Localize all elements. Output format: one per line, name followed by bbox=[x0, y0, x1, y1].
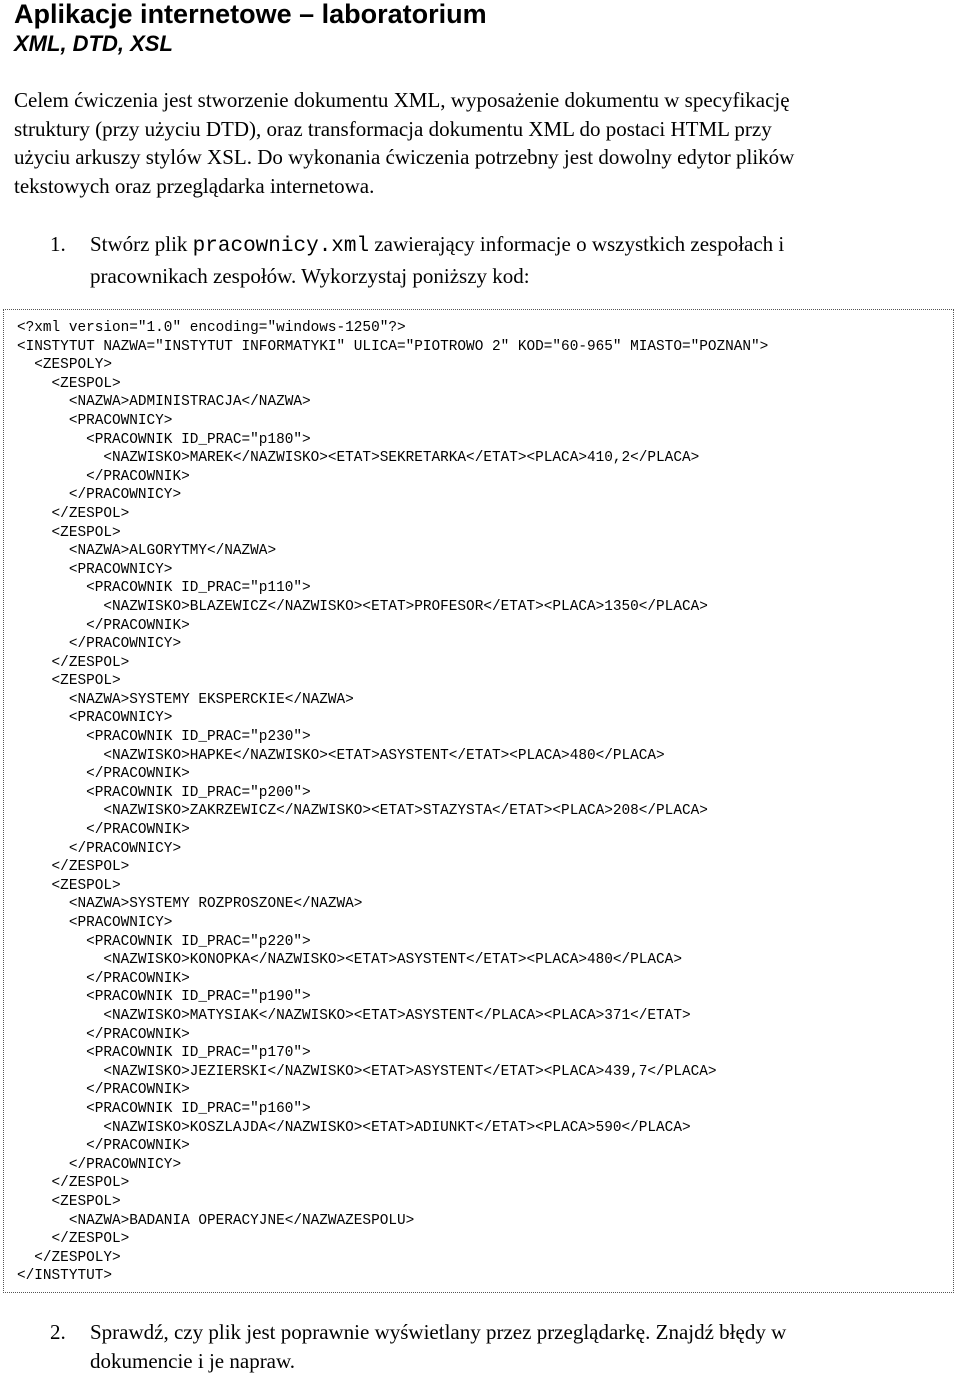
code-line: </PRACOWNIK> bbox=[17, 970, 190, 987]
intro-line: struktury (przy użyciu DTD), oraz transformacja dokumentu XML do postaci HTML przy bbox=[14, 116, 772, 141]
code-line: <ZESPOLY> bbox=[17, 357, 112, 374]
code-line: </ZESPOL> bbox=[17, 1231, 130, 1248]
code-line: <PRACOWNIK ID_PRAC="p200"> bbox=[17, 784, 311, 801]
code-line: <ZESPOL> bbox=[17, 1193, 121, 1210]
code-line: <NAZWISKO>KONOPKA</NAZWISKO><ETAT>ASYSTENT</ETAT><PLACA>480</PLACA> bbox=[17, 952, 682, 969]
code-line: </ZESPOL> bbox=[17, 859, 130, 876]
task-2-line-2: dokumencie i je napraw. bbox=[90, 1348, 296, 1373]
code-line: <PRACOWNIK ID_PRAC="p110"> bbox=[17, 580, 311, 597]
code-line: <ZESPOL> bbox=[17, 673, 121, 690]
code-line: </PRACOWNIK> bbox=[17, 766, 190, 783]
task-2-text bbox=[90, 1318, 940, 1375]
task-1-line-1 bbox=[90, 230, 940, 262]
code-line: <NAZWISKO>ZAKRZEWICZ</NAZWISKO><ETAT>STAZYSTA</ETAT><PLACA>208</PLACA> bbox=[17, 803, 708, 820]
task-1-filename: pracownicy.xml bbox=[192, 235, 370, 258]
code-line: </ZESPOL> bbox=[17, 1175, 130, 1192]
code-line: <NAZWISKO>JEZIERSKI</NAZWISKO><ETAT>ASYSTENT</ETAT><PLACA>439,7</PLACA> bbox=[17, 1063, 717, 1080]
code-line: </PRACOWNIK> bbox=[17, 1082, 190, 1099]
code-line: <NAZWISKO>KOSZLAJDA</NAZWISKO><ETAT>ADIUNKT</ETAT><PLACA>590</PLACA> bbox=[17, 1119, 691, 1136]
code-line: <PRACOWNICY> bbox=[17, 561, 173, 578]
code-line: <ZESPOL> bbox=[17, 524, 121, 541]
document-subtitle: XML, DTD, XSL bbox=[14, 31, 173, 56]
code-line: <PRACOWNIK ID_PRAC="p170"> bbox=[17, 1045, 311, 1062]
code-line: <?xml version="1.0" encoding="windows-1250"?> bbox=[17, 320, 406, 336]
code-line: </ZESPOL> bbox=[17, 505, 130, 522]
task-1-number: 1. bbox=[50, 232, 66, 256]
code-line: <NAZWA>ADMINISTRACJA</NAZWA> bbox=[17, 394, 311, 411]
code-listing-box bbox=[3, 309, 954, 1293]
xml-code-listing bbox=[17, 319, 768, 1286]
code-line: </ZESPOL> bbox=[17, 654, 130, 671]
intro-line: użyciu arkuszy stylów XSL. Do wykonania ćwiczenia potrzebny jest dowolny edytor plików bbox=[14, 145, 795, 169]
code-line: <PRACOWNICY> bbox=[17, 412, 173, 429]
code-line: <NAZWISKO>MATYSIAK</NAZWISKO><ETAT>ASYSTENT</PLACA><PLACA>371</ETAT> bbox=[17, 1007, 691, 1024]
task-1-text-after: zawierający informacje o wszystkich zespołach i bbox=[369, 232, 785, 256]
code-line: <NAZWA>SYSTEMY ROZPROSZONE</NAZWA> bbox=[17, 896, 363, 913]
code-line: </PRACOWNICY> bbox=[17, 636, 182, 653]
code-line: </PRACOWNICY> bbox=[17, 487, 182, 504]
code-line: </PRACOWNIK> bbox=[17, 468, 190, 485]
code-line: </PRACOWNICY> bbox=[17, 1156, 182, 1173]
code-line: <ZESPOL> bbox=[17, 877, 121, 894]
code-line: <PRACOWNIK ID_PRAC="p160"> bbox=[17, 1100, 311, 1117]
code-line: <PRACOWNICY> bbox=[17, 710, 173, 727]
code-line: <NAZWA>BADANIA OPERACYJNE</NAZWAZESPOLU> bbox=[17, 1212, 415, 1229]
intro-line: Celem ćwiczenia jest stworzenie dokumentu XML, wyposażenie dokumentu w specyfikację bbox=[14, 88, 790, 112]
intro-paragraph bbox=[14, 86, 934, 200]
code-line: <INSTYTUT NAZWA="INSTYTUT INFORMATYKI" ULICA="PIOTROWO 2" KOD="60-965" MIASTO="POZNAN"> bbox=[17, 338, 769, 355]
code-line: <NAZWISKO>MAREK</NAZWISKO><ETAT>SEKRETARKA</ETAT><PLACA>410,2</PLACA> bbox=[17, 450, 700, 467]
task-2-line-1: Sprawdź, czy plik jest poprawnie wyświetlany przez przeglądarkę. Znajdź błędy w bbox=[90, 1320, 787, 1344]
task-1-text bbox=[90, 230, 940, 290]
task-2-number: 2. bbox=[50, 1320, 66, 1344]
code-line: </PRACOWNIK> bbox=[17, 822, 190, 839]
task-1-line-2: pracownikach zespołów. Wykorzystaj poniższy kod: bbox=[90, 263, 530, 288]
code-line: <NAZWA>SYSTEMY EKSPERCKIE</NAZWA> bbox=[17, 691, 354, 708]
code-line: </PRACOWNICY> bbox=[17, 840, 182, 857]
code-line: </INSTYTUT> bbox=[17, 1268, 112, 1285]
task-1-text-before: Stwórz plik bbox=[90, 232, 193, 256]
code-line: <ZESPOL> bbox=[17, 375, 121, 392]
code-line: </PRACOWNIK> bbox=[17, 617, 190, 634]
code-line: <NAZWA>ALGORYTMY</NAZWA> bbox=[17, 543, 277, 560]
code-line: <PRACOWNIK ID_PRAC="p230"> bbox=[17, 729, 311, 746]
code-line: </ZESPOLY> bbox=[17, 1249, 121, 1266]
code-line: <NAZWISKO>HAPKE</NAZWISKO><ETAT>ASYSTENT</ETAT><PLACA>480</PLACA> bbox=[17, 747, 665, 764]
intro-line: tekstowych oraz przeglądarka internetowa. bbox=[14, 173, 375, 198]
code-line: <PRACOWNIK ID_PRAC="p180"> bbox=[17, 431, 311, 448]
code-line: <PRACOWNIK ID_PRAC="p220"> bbox=[17, 933, 311, 950]
code-line: </PRACOWNIK> bbox=[17, 1026, 190, 1043]
code-line: </PRACOWNIK> bbox=[17, 1138, 190, 1155]
code-line: <NAZWISKO>BLAZEWICZ</NAZWISKO><ETAT>PROFESOR</ETAT><PLACA>1350</PLACA> bbox=[17, 598, 708, 615]
code-line: <PRACOWNICY> bbox=[17, 915, 173, 931]
document-title: Aplikacje internetowe – laboratorium bbox=[14, 0, 487, 29]
code-line: <PRACOWNIK ID_PRAC="p190"> bbox=[17, 989, 311, 1006]
